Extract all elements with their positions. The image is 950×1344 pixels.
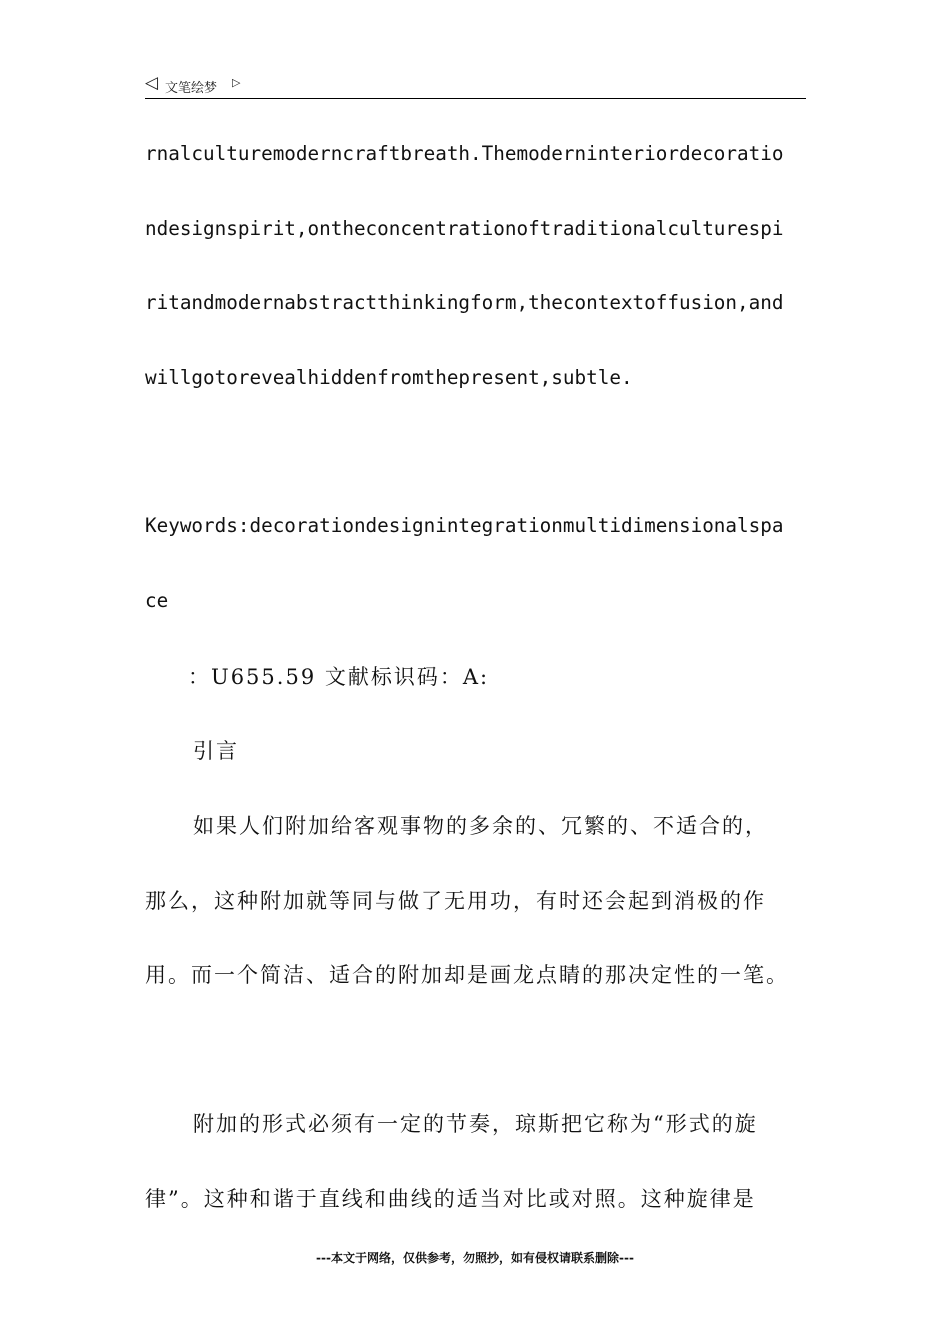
abstract-text (145, 117, 825, 415)
left-triangle-icon: ◁ (145, 73, 159, 93)
page-footer: ---本文于网络，仅供参考，勿照抄，如有侵权请联系删除--- (316, 1251, 634, 1265)
keywords-text (145, 489, 825, 638)
page-header (145, 72, 806, 99)
classification-line: ：U655.59 文献标识码：A: (188, 665, 490, 689)
keywords-line: ce (145, 588, 169, 612)
right-triangle-icon: ▷ (232, 76, 241, 89)
abstract-line: ritandmodernabstractthinkingform,thecontextoffusion,and (145, 291, 784, 314)
paragraph-line: 用。而一个简洁、适合的附加却是画龙点睛的那决定性的一笔。 (145, 963, 789, 987)
keywords-line: Keywords:decorationdesignintegrationmultidimensionalspa (145, 514, 784, 537)
paragraph-line: 附加的形式必须有一定的节奏，琼斯把它称为“形式的旋 (193, 1112, 758, 1136)
abstract-line: willgotorevealhiddenfromthepresent,subtle. (145, 365, 633, 389)
paragraph-line: 那么，这种附加就等同与做了无用功，有时还会起到消极的作 (145, 889, 766, 913)
section-title: 引言 (193, 739, 239, 763)
brand-name: 文笔绘梦 (165, 81, 218, 96)
abstract-line: rnalculturemoderncraftbreath.Themoderninteriordecoratio (145, 142, 784, 165)
paragraph-line: 律”。这种和谐于直线和曲线的适当对比或对照。这种旋律是 (145, 1187, 756, 1211)
paragraph-line: 如果人们附加给客观事物的多余的、冗繁的、不适合的， (193, 814, 768, 838)
abstract-line: ndesignspirit,ontheconcentrationoftraditionalculturespi (145, 216, 784, 240)
